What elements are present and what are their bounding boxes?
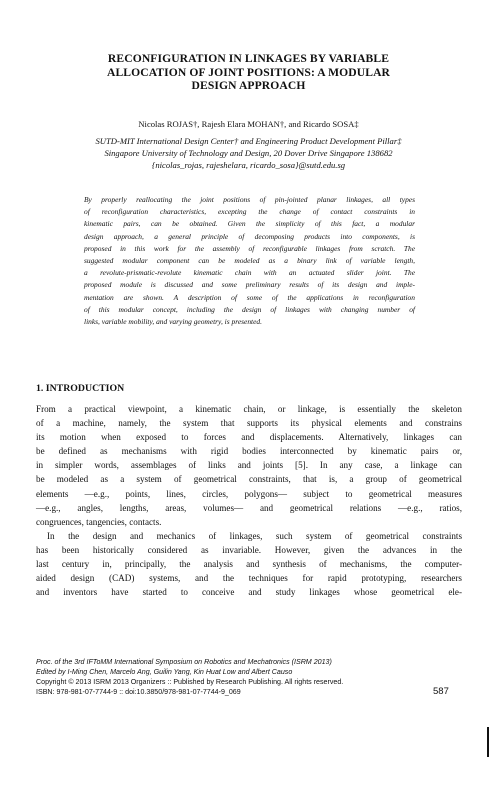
footer-line: Proc. of the 3rd IFToMM International Symposium on Robotics and Mechatronics (ISRM 2013) [36, 658, 332, 666]
body-line: elements —e.g., points, lines, circles, polygons— subject to geometrical measures [36, 488, 462, 499]
abstract [84, 194, 415, 328]
body-line: aided design (CAD) systems, and the techniques for rapid prototyping, researchers [36, 573, 462, 584]
abstract-line: links, variable mobility, and varying geometry, is presented. [84, 317, 262, 327]
title-line: RECONFIGURATION IN LINKAGES BY VARIABLE [107, 52, 390, 65]
abstract-line: of this modular concept, including the design of linkages with changing number of [84, 304, 415, 314]
section-heading: 1. INTRODUCTION [36, 383, 125, 394]
body-line: be defined as mechanisms with rigid bodies interconnected by kinematic pairs or, [36, 446, 462, 457]
page-number: 587 [433, 686, 449, 697]
abstract-line: mentation are shown. A description of some of the applications in reconfiguration [84, 292, 415, 302]
body-line: has been historically considered as invariable. However, given the advances in the [36, 544, 462, 555]
body-line: —e.g., angles, lengths, areas, volumes— and geometrical relations —e.g., ratios, [36, 502, 462, 513]
body-line: of a machine, namely, the system that supports its physical elements and constrains [36, 418, 462, 429]
title-line: DESIGN APPROACH [191, 79, 306, 92]
body-line: In the design and mechanics of linkages, such system of geometrical constraints [47, 530, 462, 541]
abstract-line: proposed module is discussed and some preliminary results of its design and imple- [84, 280, 415, 290]
title-line: ALLOCATION OF JOINT POSITIONS: A MODULAR [106, 65, 391, 79]
body-text [36, 402, 462, 599]
body-line: congruences, tangencies, contacts. [36, 516, 162, 527]
footer-line: Copyright © 2013 ISRM 2013 Organizers :: Published by Research Publishing. All rights reserved. [36, 678, 344, 686]
body-line: last century in, principally, the analysis and synthesis of mechanisms, the computer- [36, 559, 462, 570]
abstract-line: a revolute-prismatic-revolute kinematic chain with an actuated slider joint. The [84, 268, 415, 278]
author-list: Nicolas ROJAS†, Rajesh Elara MOHAN†, and Ricardo SOSA‡ [138, 119, 359, 129]
body-line: From a practical viewpoint, a kinematic chain, or linkage, is essentially the skeleton [36, 404, 462, 414]
email-line: {nicolas_rojas, rajeshelara, ricardo_sosa}@sutd.edu.sg [151, 160, 346, 170]
affiliation-line: SUTD-MIT International Design Center† and Engineering Product Development Pillar‡ [95, 136, 402, 146]
body-line: its motion when exposed to forces and displacements. Alternatively, linkages can [36, 432, 462, 443]
abstract-line: design approach, a general principle of decomposing products into components, is [84, 231, 415, 241]
abstract-line: By properly reallocating the joint positions of pin-jointed planar linkages, all types [84, 195, 415, 204]
abstract-line: suggested modular component can be modeled as a binary link of variable length, [84, 256, 415, 266]
affiliation-block [0, 135, 497, 171]
abstract-line: kinematic pairs, can be obtained. Given the simplicity of this fact, a modular [84, 219, 415, 229]
footer-line: ISBN: 978-981-07-7744-9 :: doi:10.3850/978-981-07-7744-9_069 [36, 688, 241, 696]
paper-title [40, 52, 457, 93]
affiliation-line: Singapore University of Technology and Design, 20 Dover Drive Singapore 138682 [104, 148, 393, 158]
body-line: in simpler words, assemblages of links and joints [5]. In any case, a linkage can [36, 460, 462, 471]
publication-footer [36, 657, 343, 697]
body-line: be modeled as a system of geometrical constraints, that is, a group of geometrical [36, 474, 462, 485]
margin-rule [487, 727, 489, 757]
abstract-line: proposed in this work for the assembly of reconfigurable linkages from scratch. The [84, 243, 415, 253]
body-line: and inventors have started to conceive and study linkages whose geometrical ele- [36, 587, 462, 598]
abstract-line: of reconfiguration characteristics, excepting the change of contact constraints in [84, 207, 415, 217]
footer-line: Edited by I-Ming Chen, Marcelo Ang, Guilin Yang, Kin Huat Low and Albert Causo [36, 668, 293, 676]
